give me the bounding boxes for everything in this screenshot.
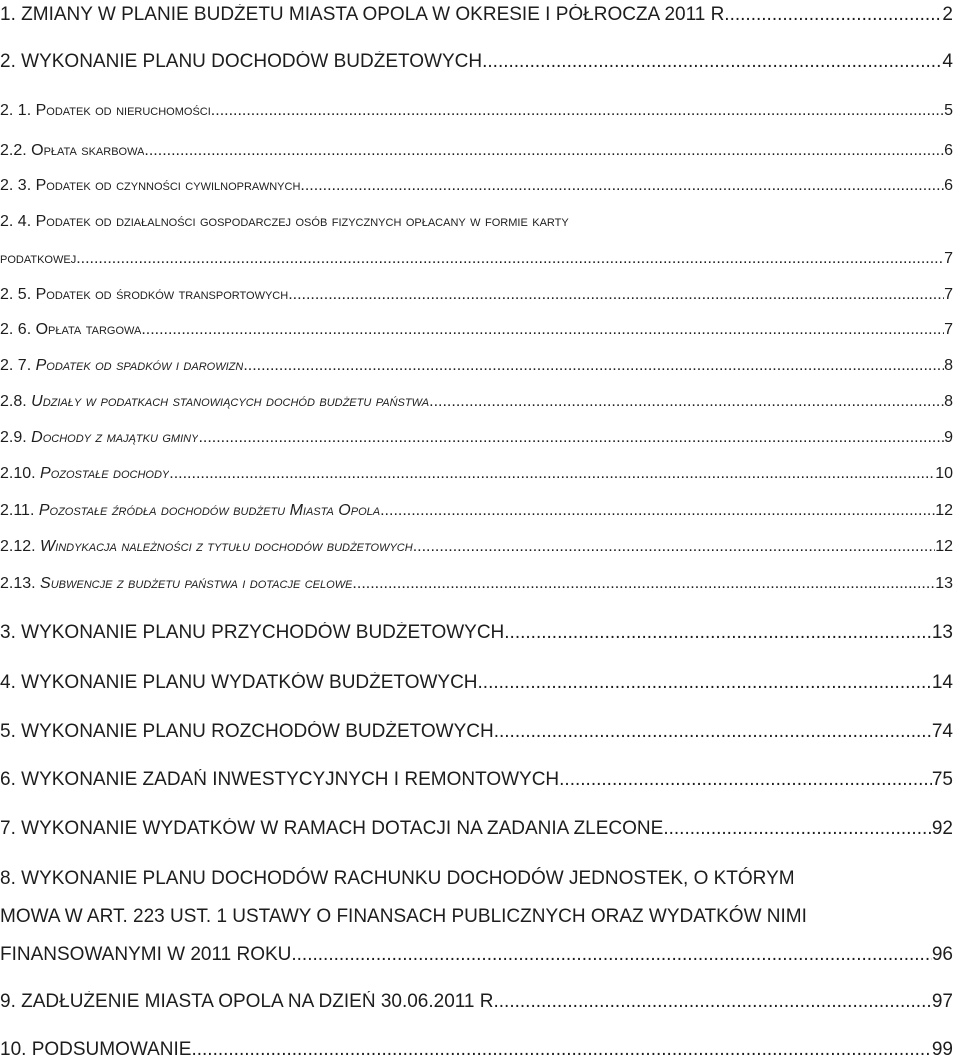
toc-title: Subwencje z budżetu państwa i dotacje celowe: [40, 575, 353, 592]
toc-number: 4.: [0, 672, 16, 693]
toc-entry-6[interactable]: [0, 769, 953, 791]
toc-number: 2. 4.: [0, 213, 32, 230]
dot-leader: [482, 51, 942, 73]
toc-page: 97: [931, 991, 953, 1012]
toc-title: WYKONANIE WYDATKÓW W RAMACH DOTACJI NA ZADANIA ZLECONE: [21, 818, 664, 839]
toc-page: 4: [942, 51, 953, 72]
toc-title: Podatek od nieruchomości: [35, 102, 211, 119]
toc-title: Podatek od spadków i darowizn: [35, 357, 244, 374]
toc-page: 92: [931, 818, 953, 839]
toc-number: 5.: [0, 721, 16, 742]
toc-page: 12: [935, 502, 953, 519]
toc-number: 2.13.: [0, 575, 36, 592]
toc-number: 2.11.: [0, 502, 35, 519]
toc-title: WYKONANIE PLANU DOCHODÓW BUDŻETOWYCH: [21, 51, 483, 72]
toc-entry-2-4-line1[interactable]: [0, 213, 569, 231]
toc-title: podatkowej: [0, 250, 77, 267]
dot-leader: [76, 250, 944, 268]
toc-page: 7: [944, 321, 953, 338]
toc-page: 7: [944, 286, 953, 303]
toc-title: Windykacja należności z tytułu dochodów budżetowych: [40, 538, 413, 555]
dot-leader: [211, 102, 944, 120]
toc-entry-2-10[interactable]: [0, 465, 953, 483]
dot-leader: [559, 769, 932, 791]
toc-entry-8-line1[interactable]: [0, 868, 795, 890]
dot-leader: [144, 142, 944, 160]
toc-title: WYKONANIE PLANU WYDATKÓW BUDŻETOWYCH: [21, 672, 478, 693]
toc-title: WYKONANIE PLANU ROZCHODÓW BUDŻETOWYCH: [21, 721, 494, 742]
toc-entry-10[interactable]: [0, 1039, 953, 1061]
toc-page: 12: [935, 538, 953, 555]
toc-page: 9: [944, 429, 953, 446]
toc-page: 74: [931, 721, 953, 742]
toc-entry-4[interactable]: [0, 672, 953, 694]
toc-number: 8.: [0, 868, 16, 889]
toc-number: 2.10.: [0, 465, 36, 482]
dot-leader: [730, 4, 943, 26]
toc-title: Podatek od działalności gospodarczej osób fizycznych opłacany w formie karty: [35, 213, 569, 230]
toc-entry-8-line2[interactable]: [0, 906, 807, 928]
dot-leader: [494, 721, 932, 743]
toc-number: 7.: [0, 818, 16, 839]
toc-entry-9[interactable]: [0, 991, 953, 1013]
toc-entry-3[interactable]: [0, 622, 953, 644]
toc-title: Podatek od środków transportowych: [35, 286, 289, 303]
toc-number: 10.: [0, 1039, 27, 1060]
toc-number: 9.: [0, 991, 16, 1012]
toc-title: ZADŁUŻENIE MIASTA OPOLA NA DZIEŃ 30.06.2011 R.: [21, 991, 499, 1012]
dot-leader: [141, 321, 944, 339]
toc-entry-2[interactable]: [0, 51, 953, 73]
toc-title: WYKONANIE PLANU PRZYCHODÓW BUDŻETOWYCH: [21, 622, 505, 643]
toc-title: PODSUMOWANIE: [31, 1039, 192, 1060]
toc-title: FINANSOWANYMI W 2011 ROKU: [0, 944, 292, 965]
dot-leader: [499, 991, 932, 1013]
dot-leader: [198, 429, 944, 447]
toc-title: WYKONANIE ZADAŃ INWESTYCYJNYCH I REMONTOWYCH: [21, 769, 560, 790]
toc-entry-2-2[interactable]: [0, 142, 953, 160]
toc-page: 6: [944, 177, 953, 194]
toc-page: 10: [935, 465, 953, 482]
dot-leader: [243, 357, 944, 375]
dot-leader: [300, 177, 944, 195]
toc-entry-2-8[interactable]: [0, 393, 953, 411]
dot-leader: [663, 818, 932, 840]
toc-entry-2-12[interactable]: [0, 538, 953, 556]
toc-entry-2-13[interactable]: [0, 575, 953, 593]
toc-page: 6: [944, 142, 953, 159]
toc-number: 2. 5.: [0, 286, 32, 303]
toc-title: WYKONANIE PLANU DOCHODÓW RACHUNKU DOCHODÓW JEDNOSTEK, O KTÓRYM: [21, 868, 795, 889]
toc-number: 2. 6.: [0, 321, 32, 338]
dot-leader: [478, 672, 932, 694]
toc-number: 1.: [0, 4, 16, 25]
toc-page: 14: [931, 672, 953, 693]
dot-leader: [191, 1039, 931, 1061]
toc-page: 13: [935, 575, 953, 592]
toc-number: 3.: [0, 622, 16, 643]
toc-title: Opłata targowa: [35, 321, 142, 338]
toc-title: Udziały w podatkach stanowiących dochód budżetu państwa: [31, 393, 430, 410]
toc-title: Pozostałe źródła dochodów budżetu Miasta Opola: [38, 502, 381, 519]
toc-entry-8-line3[interactable]: [0, 944, 953, 966]
dot-leader: [352, 575, 935, 593]
toc-title: Podatek od czynności cywilnoprawnych: [35, 177, 301, 194]
toc-page: 8: [944, 393, 953, 410]
toc-entry-2-4-line2[interactable]: [0, 250, 953, 268]
toc-entry-1[interactable]: [0, 4, 953, 26]
toc-number: 2.2.: [0, 142, 27, 159]
toc-entry-2-9[interactable]: [0, 429, 953, 447]
toc-number: 2.9.: [0, 429, 27, 446]
toc-page: 99: [931, 1039, 953, 1060]
toc-number: 2. 7.: [0, 357, 32, 374]
toc-number: 2. 3.: [0, 177, 32, 194]
toc-number: 2.8.: [0, 393, 27, 410]
dot-leader: [429, 393, 944, 411]
toc-entry-2-5[interactable]: [0, 286, 953, 304]
toc-page: 8: [944, 357, 953, 374]
toc-page: 96: [931, 944, 953, 965]
toc-page: 2: [942, 4, 953, 25]
toc-title: MOWA W ART. 223 UST. 1 USTAWY O FINANSACH PUBLICZNYCH ORAZ WYDATKÓW NIMI: [0, 906, 807, 927]
toc-entry-2-6[interactable]: [0, 321, 953, 339]
dot-leader: [169, 465, 935, 483]
toc-title: Dochody z majątku gminy: [31, 429, 199, 446]
dot-leader: [380, 502, 935, 520]
toc-page: 5: [944, 102, 953, 119]
toc-number: 6.: [0, 769, 16, 790]
dot-leader: [291, 944, 931, 966]
toc-entry-5[interactable]: [0, 721, 953, 743]
toc-title: Opłata skarbowa: [31, 142, 145, 159]
dot-leader: [413, 538, 936, 556]
toc-title: ZMIANY W PLANIE BUDŻETU MIASTA OPOLA W OKRESIE I PÓŁROCZA 2011 R.: [21, 4, 730, 25]
dot-leader: [504, 622, 932, 644]
toc-entry-2-7[interactable]: [0, 357, 953, 375]
toc-number: 2.: [0, 51, 16, 72]
dot-leader: [288, 286, 944, 304]
toc-entry-7[interactable]: [0, 818, 953, 840]
toc-entry-2-1[interactable]: [0, 102, 953, 120]
toc-number: 2. 1.: [0, 102, 32, 119]
toc-page: 75: [931, 769, 953, 790]
toc-entry-2-3[interactable]: [0, 177, 953, 195]
toc-entry-2-11[interactable]: [0, 502, 953, 520]
toc-number: 2.12.: [0, 538, 36, 555]
toc-title: Pozostałe dochody: [40, 465, 170, 482]
toc-page: 7: [944, 250, 953, 267]
toc-page: 13: [931, 622, 953, 643]
